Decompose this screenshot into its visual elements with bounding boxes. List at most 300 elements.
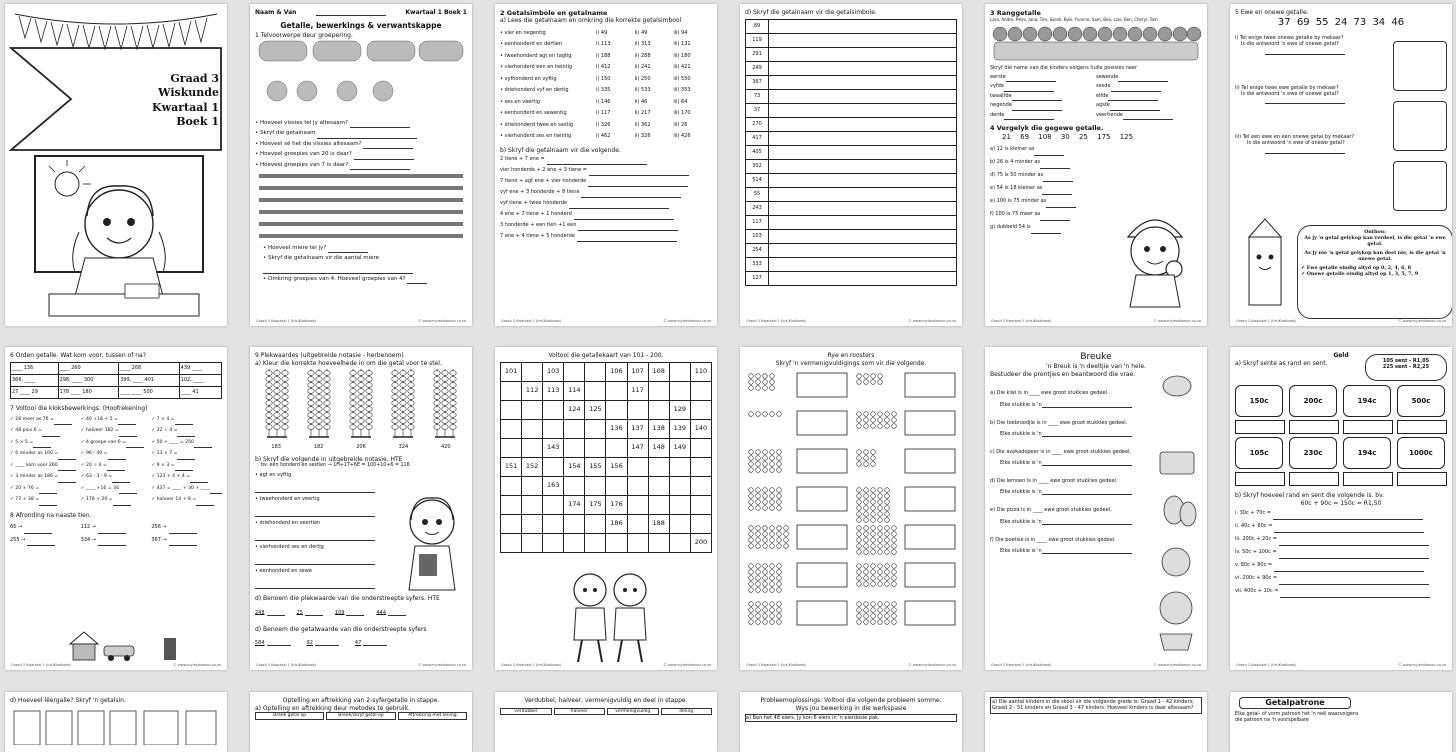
number-option[interactable]: ii) 217 [634,110,651,117]
order-cell[interactable]: ____ 260 [58,362,119,374]
answer-line[interactable] [119,487,137,494]
abacus-bead[interactable] [324,395,330,400]
abacus-bead[interactable] [324,401,330,406]
chart-cell[interactable] [543,400,564,419]
abacus-bead[interactable] [266,389,272,394]
answer-cell[interactable] [769,187,957,201]
chart-cell[interactable]: 175 [585,495,606,514]
answer-line[interactable] [1042,459,1132,466]
abacus-bead[interactable] [408,383,414,388]
abacus-bead[interactable] [350,407,356,412]
abacus-bead[interactable] [282,425,288,430]
abacus-bead[interactable] [408,407,414,412]
answer-line[interactable] [98,527,126,534]
answer-box[interactable] [797,373,847,397]
abacus-bead[interactable] [358,377,364,382]
abacus-bead[interactable] [350,377,356,382]
abacus-bead[interactable] [450,419,456,424]
page-word-problems[interactable] [985,692,1207,752]
abacus-bead[interactable] [366,377,372,382]
chart-cell[interactable] [690,457,711,476]
abacus-bead[interactable] [408,377,414,382]
chart-cell[interactable]: 174 [564,495,585,514]
abacus-bead[interactable] [408,371,414,376]
abacus-bead[interactable] [450,383,456,388]
answer-box[interactable] [905,563,955,587]
answer-box[interactable] [1393,41,1447,91]
abacus-bead[interactable] [434,371,440,376]
abacus-bead[interactable] [316,425,322,430]
abacus-bead[interactable] [442,407,448,412]
answer-cell[interactable] [769,243,957,257]
chart-cell[interactable] [564,533,585,552]
answer-line[interactable] [305,609,323,616]
chart-cell[interactable] [585,419,606,438]
answer-line[interactable] [581,191,681,198]
answer-box[interactable] [1343,472,1393,486]
abacus-bead[interactable] [366,401,372,406]
abacus-bead[interactable] [308,419,314,424]
chart-cell[interactable] [669,362,690,381]
chart-cell[interactable] [543,457,564,476]
abacus-bead[interactable] [450,395,456,400]
chart-cell[interactable]: 176 [606,495,627,514]
abacus-bead[interactable] [434,413,440,418]
abacus-bead[interactable] [442,383,448,388]
abacus-bead[interactable] [350,413,356,418]
chart-cell[interactable] [606,533,627,552]
chart-cell[interactable]: 107 [627,362,648,381]
page-number-names[interactable] [740,4,962,326]
order-cell[interactable]: 366, ____ [11,374,59,386]
abacus-bead[interactable] [266,407,272,412]
answer-line[interactable] [190,476,208,483]
answer-line[interactable] [98,539,126,546]
answer-line[interactable] [39,499,57,506]
abacus-bead[interactable] [392,419,398,424]
abacus-bead[interactable] [408,395,414,400]
page-fractions[interactable] [985,347,1207,670]
answer-line[interactable] [1034,149,1064,156]
answer-line[interactable] [569,202,669,209]
chart-cell[interactable] [690,400,711,419]
answer-line[interactable] [346,609,364,616]
abacus-bead[interactable] [366,413,372,418]
abacus-bead[interactable] [434,419,440,424]
answer-box[interactable] [1289,472,1339,486]
number-option[interactable]: ii) 49 [634,29,648,36]
abacus-bead[interactable] [324,371,330,376]
chart-cell[interactable] [501,495,522,514]
abacus-bead[interactable] [450,389,456,394]
number-option[interactable]: iii) 353 [673,87,691,94]
chart-cell[interactable] [522,495,543,514]
chart-cell[interactable] [648,457,669,476]
answer-box[interactable] [905,373,955,397]
abacus-bead[interactable] [358,407,364,412]
abacus-bead[interactable] [266,419,272,424]
answer-box[interactable] [797,487,847,511]
answer-line[interactable] [169,539,197,546]
abacus-bead[interactable] [316,419,322,424]
chart-cell[interactable]: 113 [543,381,564,400]
chart-cell[interactable] [669,476,690,495]
answer-line[interactable] [1012,94,1062,101]
chart-cell[interactable] [627,476,648,495]
abacus-bead[interactable] [408,425,414,430]
answer-box[interactable] [797,411,847,435]
abacus-bead[interactable] [324,377,330,382]
chart-cell[interactable]: 110 [690,362,711,381]
number-option[interactable]: i) 188 [596,52,611,59]
answer-cell[interactable] [769,103,957,117]
answer-cell[interactable] [769,229,957,243]
answer-cell[interactable] [769,145,957,159]
answer-box[interactable] [797,563,847,587]
number-option[interactable]: iii) 550 [673,75,691,82]
abacus-bead[interactable] [316,395,322,400]
abacus-bead[interactable] [434,425,440,430]
answer-cell[interactable] [769,159,957,173]
answer-line[interactable] [1111,85,1161,92]
chart-cell[interactable]: 125 [585,400,606,419]
answer-line[interactable] [1123,113,1173,120]
page-ordering[interactable] [5,347,227,670]
chart-cell[interactable]: 148 [648,438,669,457]
answer-box[interactable] [1393,161,1447,211]
chart-cell[interactable] [606,476,627,495]
answer-box[interactable] [797,449,847,473]
abacus-bead[interactable] [282,389,288,394]
order-cell[interactable]: 298, ____ 300 [58,374,119,386]
chart-cell[interactable] [501,476,522,495]
answer-line[interactable] [1280,591,1430,598]
abacus-bead[interactable] [316,377,322,382]
abacus-bead[interactable] [392,377,398,382]
answer-box[interactable] [1397,472,1447,486]
abacus-bead[interactable] [274,401,280,406]
answer-line[interactable] [1043,175,1073,182]
answer-cell[interactable] [769,33,957,47]
answer-cell[interactable] [769,271,957,285]
abacus-bead[interactable] [266,377,272,382]
chart-cell[interactable]: 149 [669,438,690,457]
chart-cell[interactable] [501,400,522,419]
abacus-bead[interactable] [266,395,272,400]
order-cell[interactable]: 178 ____ 180 [58,386,119,398]
answer-line[interactable] [1279,578,1429,585]
abacus-bead[interactable] [350,395,356,400]
answer-line[interactable] [577,235,677,242]
answer-line[interactable] [1040,162,1070,169]
chart-cell[interactable] [522,476,543,495]
answer-line[interactable] [1004,85,1054,92]
chart-cell[interactable]: 108 [648,362,669,381]
abacus-bead[interactable] [308,371,314,376]
number-option[interactable]: i) 49 [596,29,608,36]
chart-cell[interactable] [543,495,564,514]
abacus-bead[interactable] [392,413,398,418]
chart-cell[interactable] [690,438,711,457]
number-option[interactable]: iii) 26 [673,121,688,128]
answer-box[interactable] [905,487,955,511]
abacus-bead[interactable] [282,383,288,388]
abacus-bead[interactable] [266,413,272,418]
chart-cell[interactable] [648,533,669,552]
chart-cell[interactable] [585,381,606,400]
answer-line[interactable] [39,487,57,494]
abacus-bead[interactable] [308,401,314,406]
chart-cell[interactable]: 147 [627,438,648,457]
abacus-bead[interactable] [442,377,448,382]
answer-cell[interactable] [769,75,957,89]
abacus-bead[interactable] [400,407,406,412]
answer-box[interactable] [905,411,955,435]
answer-line[interactable] [27,539,55,546]
abacus-bead[interactable] [358,419,364,424]
answer-line[interactable] [589,169,689,176]
abacus-bead[interactable] [366,425,372,430]
chart-cell[interactable]: 139 [669,419,690,438]
abacus-bead[interactable] [308,425,314,430]
answer-line[interactable] [1274,565,1424,572]
answer-line[interactable] [1279,539,1429,546]
answer-line[interactable] [118,418,136,425]
number-option[interactable]: iii) 64 [673,98,688,105]
abacus-bead[interactable] [316,413,322,418]
abacus-bead[interactable] [434,395,440,400]
chart-cell[interactable] [543,533,564,552]
chart-cell[interactable] [669,457,690,476]
answer-cell[interactable] [769,173,957,187]
answer-box[interactable] [797,525,847,549]
answer-box[interactable] [1235,420,1285,434]
abacus-bead[interactable] [316,389,322,394]
chart-cell[interactable]: 101 [501,362,522,381]
answer-cell[interactable] [769,117,957,131]
answer-line[interactable] [1042,188,1072,195]
answer-line[interactable] [177,453,195,460]
abacus-bead[interactable] [350,419,356,424]
order-cell[interactable]: 439 ____ [179,362,221,374]
answer-box[interactable] [797,601,847,625]
answer-line[interactable] [194,441,212,448]
abacus-bead[interactable] [282,377,288,382]
chart-cell[interactable] [585,438,606,457]
number-option[interactable]: ii) 533 [634,87,651,94]
abacus-bead[interactable] [434,383,440,388]
answer-line[interactable] [42,430,60,437]
chart-cell[interactable] [522,419,543,438]
abacus-bead[interactable] [450,377,456,382]
abacus-bead[interactable] [316,383,322,388]
abacus-bead[interactable] [442,413,448,418]
answer-line[interactable] [267,639,291,646]
answer-line[interactable] [169,527,197,534]
page-stationery[interactable] [5,692,227,752]
chart-cell[interactable] [585,514,606,533]
answer-line[interactable] [126,441,144,448]
answer-cell[interactable] [769,19,957,33]
answer-line[interactable] [255,534,375,541]
answer-line[interactable] [210,487,222,494]
chart-cell[interactable] [522,514,543,533]
answer-box[interactable] [905,525,955,549]
page-arrays[interactable] [740,347,962,670]
abacus-bead[interactable] [274,425,280,430]
abacus-bead[interactable] [324,413,330,418]
page-counting[interactable] [250,4,472,326]
chart-cell[interactable]: 152 [522,457,543,476]
order-cell[interactable]: ____ 136 [11,362,59,374]
abacus-bead[interactable] [274,413,280,418]
chart-cell[interactable]: 200 [690,533,711,552]
chart-cell[interactable]: 143 [543,438,564,457]
abacus-bead[interactable] [358,383,364,388]
abacus-bead[interactable] [392,407,398,412]
abacus-bead[interactable] [400,371,406,376]
abacus-bead[interactable] [350,401,356,406]
abacus-bead[interactable] [358,425,364,430]
number-option[interactable]: i) 462 [596,133,611,140]
page-even-odd[interactable] [1230,4,1452,326]
chart-cell[interactable]: 129 [669,400,690,419]
chart-cell[interactable]: 138 [648,419,669,438]
chart-cell[interactable]: 117 [627,381,648,400]
number-option[interactable]: i) 117 [596,110,611,117]
answer-line[interactable] [1046,201,1076,208]
chart-cell[interactable] [690,495,711,514]
page-problem-solving[interactable] [740,692,962,752]
chart-cell[interactable] [648,495,669,514]
number-option[interactable]: i) 335 [596,87,611,94]
chart-cell[interactable] [648,476,669,495]
abacus-bead[interactable] [400,425,406,430]
chart-cell[interactable] [585,362,606,381]
chart-cell[interactable] [690,381,711,400]
abacus-bead[interactable] [324,383,330,388]
abacus-bead[interactable] [316,407,322,412]
abacus-bead[interactable] [366,383,372,388]
answer-line[interactable] [1006,75,1056,82]
number-option[interactable]: i) 146 [596,98,611,105]
chart-cell[interactable] [606,400,627,419]
abacus-bead[interactable] [408,389,414,394]
abacus-bead[interactable] [358,389,364,394]
answer-line[interactable] [1110,104,1160,111]
chart-cell[interactable]: 186 [606,514,627,533]
chart-cell[interactable]: 137 [627,419,648,438]
chart-cell[interactable] [627,400,648,419]
chart-cell[interactable]: 136 [606,419,627,438]
abacus-bead[interactable] [434,377,440,382]
abacus-bead[interactable] [408,413,414,418]
number-option[interactable]: ii) 46 [634,98,648,105]
abacus-bead[interactable] [350,383,356,388]
abacus-bead[interactable] [282,401,288,406]
abacus-bead[interactable] [308,395,314,400]
page-cover[interactable] [5,4,227,326]
abacus-bead[interactable] [324,389,330,394]
answer-box[interactable] [1397,420,1447,434]
answer-line[interactable] [113,499,131,506]
number-option[interactable]: ii) 250 [634,75,651,82]
abacus-bead[interactable] [324,407,330,412]
chart-cell[interactable] [627,495,648,514]
answer-line[interactable] [574,213,674,220]
abacus-bead[interactable] [282,371,288,376]
abacus-bead[interactable] [442,401,448,406]
abacus-bead[interactable] [366,389,372,394]
abacus-bead[interactable] [316,401,322,406]
page-number-symbols[interactable] [495,4,717,326]
chart-cell[interactable]: 140 [690,419,711,438]
chart-cell[interactable] [564,362,585,381]
abacus-bead[interactable] [392,389,398,394]
chart-cell[interactable]: 124 [564,400,585,419]
abacus-bead[interactable] [366,407,372,412]
abacus-bead[interactable] [282,419,288,424]
abacus-bead[interactable] [308,407,314,412]
order-cell[interactable]: ____ ____ 500 [119,386,180,398]
chart-cell[interactable]: 103 [543,362,564,381]
abacus-bead[interactable] [282,413,288,418]
page-ordinals[interactable] [985,4,1207,326]
number-option[interactable]: ii) 288 [634,52,651,59]
abacus-bead[interactable] [358,413,364,418]
chart-cell[interactable] [690,476,711,495]
page-money[interactable] [1230,347,1452,670]
chart-cell[interactable] [627,533,648,552]
chart-cell[interactable] [564,438,585,457]
answer-cell[interactable] [769,47,957,61]
answer-line[interactable] [1108,94,1158,101]
answer-line[interactable] [196,499,214,506]
chart-cell[interactable] [522,438,543,457]
abacus-bead[interactable] [442,395,448,400]
answer-box[interactable] [1343,420,1393,434]
abacus-bead[interactable] [350,371,356,376]
abacus-bead[interactable] [408,401,414,406]
chart-cell[interactable] [669,495,690,514]
abacus-bead[interactable] [450,407,456,412]
answer-line[interactable] [1273,513,1423,520]
abacus-bead[interactable] [308,383,314,388]
abacus-bead[interactable] [442,425,448,430]
answer-line[interactable] [1118,75,1168,82]
chart-cell[interactable]: 106 [606,362,627,381]
chart-cell[interactable] [669,381,690,400]
answer-cell[interactable] [769,201,957,215]
number-option[interactable]: i) 113 [596,41,611,48]
chart-cell[interactable] [585,533,606,552]
abacus-bead[interactable] [434,389,440,394]
number-option[interactable]: iii) 180 [673,52,691,59]
answer-box[interactable] [1393,101,1447,151]
abacus-bead[interactable] [308,413,314,418]
abacus-bead[interactable] [308,389,314,394]
chart-cell[interactable] [585,476,606,495]
abacus-bead[interactable] [450,371,456,376]
abacus-bead[interactable] [392,395,398,400]
chart-cell[interactable] [501,533,522,552]
chart-cell[interactable] [501,419,522,438]
chart-cell[interactable]: 188 [648,514,669,533]
answer-cell[interactable] [769,61,957,75]
answer-box[interactable] [1235,472,1285,486]
answer-line[interactable] [108,453,126,460]
abacus-bead[interactable] [400,413,406,418]
